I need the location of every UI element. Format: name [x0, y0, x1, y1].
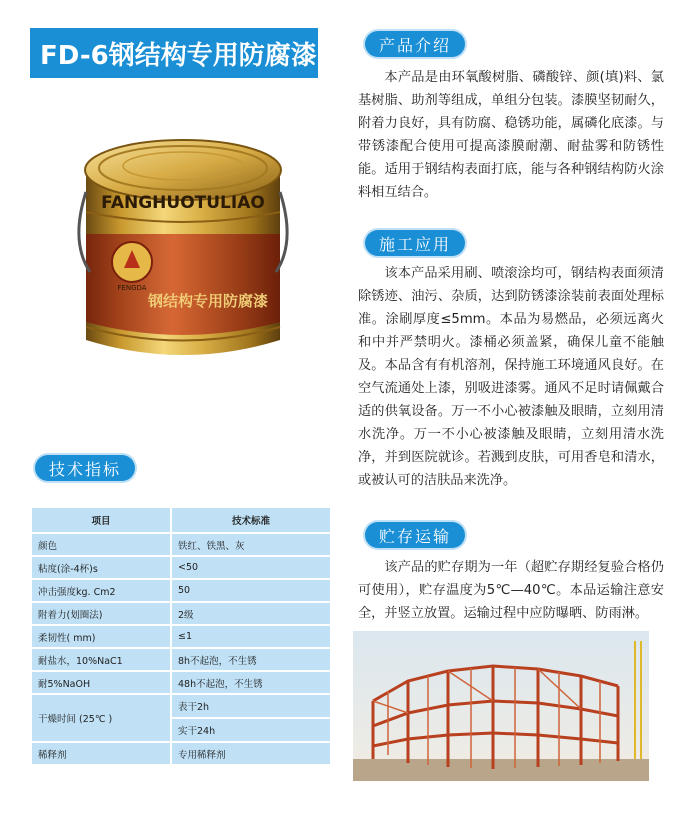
table-cell: 铁红、铁黑、灰: [172, 534, 330, 555]
table-cell: 柔韧性( mm): [32, 626, 170, 647]
table-cell: 8h不起泡，不生锈: [172, 649, 330, 670]
can-cn-label: 钢结构专用防腐漆: [147, 292, 269, 310]
steel-structure-image: [353, 631, 649, 781]
can-label-text: FANGHUOTULIAO: [101, 193, 265, 213]
table-cell: 冲击强度kg. Cm2: [32, 580, 170, 601]
table-row: [32, 743, 330, 764]
intro-text: 本产品是由环氧酸树脂、磷酸锌、颜(填)料、氯基树脂、助剂等组成，单组分包装。漆膜坚韧耐久，附着力良好，具有防腐、稳锈功能，属磷化底漆。与带锈漆配合使用可提高漆膜耐潮、耐盐雾和防锈性能。适用于钢结构表面打底，能与各种钢结构防火涂料相互结合。: [358, 70, 664, 200]
section-heading-application: 施工应用: [365, 230, 465, 256]
table-row: [32, 534, 330, 555]
table-row: [32, 580, 330, 601]
table-cell: 颜色: [32, 534, 170, 555]
table-header-row: [32, 508, 330, 532]
table-row: [32, 695, 330, 717]
application-text: 该本产品采用刷、喷滚涂均可，钢结构表面须清除锈迹、油污、杂质，达到防锈漆涂装前表面处理标准。涂刷厚度≤5mm。本品为易燃品，必须远离火和中并严禁明火。漆桶必须盖紧，确保儿童不能触及。本品含有有机溶剂，保持施工环境通风良好。在空气流通处上漆，别吸进漆雾。通风不足时请佩戴合适的供氧设备。万一不小心被漆触及眼睛，立刻用清水洗净。万一不小心被漆触及眼睛，立刻用清水洗净，并到医院就诊。若溅到皮肤，可用香皂和清水，或被认可的洁肤品来洗净。: [358, 266, 664, 488]
table-cell: 实干24h: [172, 719, 330, 741]
table-cell: 表干2h: [172, 695, 330, 717]
table-cell: <50: [172, 557, 330, 578]
table-row: [32, 626, 330, 647]
table-cell: 专用稀释剂: [172, 743, 330, 764]
storage-text: 该产品的贮存期为一年（超贮存期经复验合格仍可使用），贮存温度为5℃—40℃。本品运输注意安全，并竖立放置。运输过程中应防曝晒、防雨淋。: [358, 560, 664, 621]
table-cell: 50: [172, 580, 330, 601]
table-row: [32, 603, 330, 624]
table-row: [32, 557, 330, 578]
table-row: [32, 672, 330, 693]
table-cell: 48h不起泡，不生锈: [172, 672, 330, 693]
paint-can-image: [72, 122, 294, 372]
table-row: [32, 649, 330, 670]
table-cell: 粘度(涂-4杯)s: [32, 557, 170, 578]
table-header: 项目: [32, 508, 170, 532]
table-header: 技术标准: [172, 508, 330, 532]
spec-table: [30, 506, 332, 766]
table-cell: 2级: [172, 603, 330, 624]
section-heading-tech: 技术指标: [35, 455, 135, 481]
table-cell: 干燥时间 (25℃ ): [32, 695, 170, 741]
table-cell: 耐5%NaOH: [32, 672, 170, 693]
can-brand-text: FENGDA: [117, 284, 147, 292]
table-cell: 附着力(划圈法): [32, 603, 170, 624]
table-cell: ≤1: [172, 626, 330, 647]
section-heading-storage: 贮存运输: [365, 522, 465, 548]
table-cell: 耐盐水，10%NaC1: [32, 649, 170, 670]
table-cell: 稀释剂: [32, 743, 170, 764]
section-heading-intro: 产品介绍: [365, 31, 465, 57]
page-title: FD-6钢结构专用防腐漆: [30, 28, 318, 78]
